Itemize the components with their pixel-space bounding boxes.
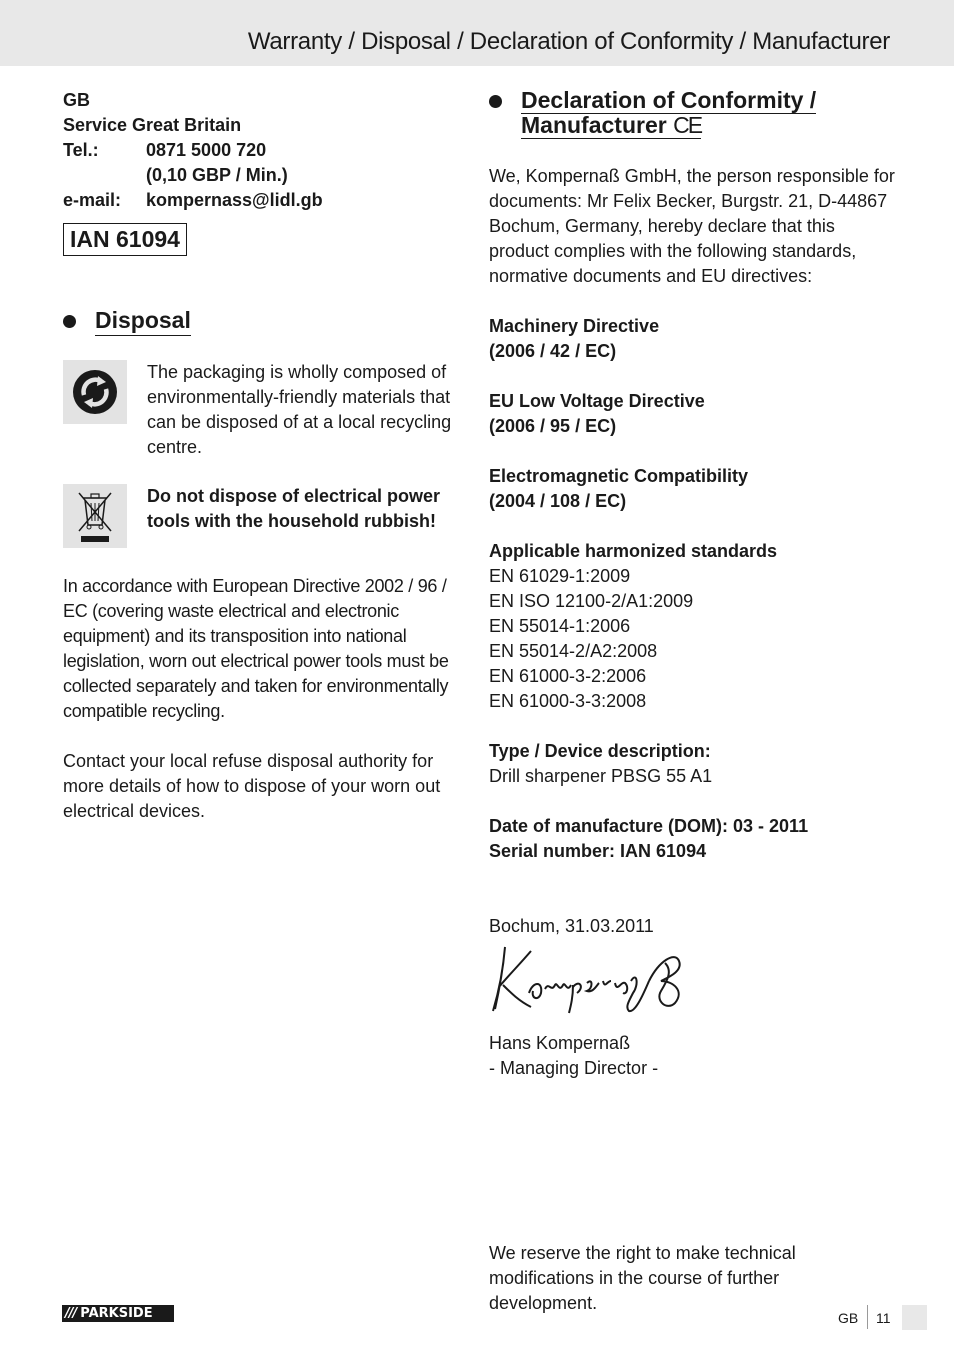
tel-rate-row <box>63 163 463 188</box>
standard-item: EN 55014-1:2006 <box>489 616 631 636</box>
footer-divider <box>867 1305 868 1329</box>
packaging-text: The packaging is wholly composed of environmentally-friendly materials that can be disposed of at a local recycling centre. <box>147 362 452 457</box>
declaration-title-line1: Declaration of Conformity / <box>521 87 817 113</box>
bullet-icon <box>63 315 76 328</box>
email-label: e-mail: <box>63 190 122 210</box>
directive-paragraph: In accordance with European Directive 2002 / 96 / EC (covering waste electrical and electronic equipment) and its transposition into national legislation, worn out electrical power tools must be collected separately and taken for environmentally compatible recycling. <box>63 576 449 721</box>
standard-item: EN 61000-3-3:2008 <box>489 691 647 711</box>
standards-block <box>489 539 899 714</box>
page-title: Warranty / Disposal / Declaration of Conformity / Manufacturer <box>247 28 890 55</box>
place-date: Bochum, 31.03.2011 <box>489 916 654 936</box>
declaration-heading <box>489 88 899 138</box>
ian-badge: IAN 61094 <box>63 223 187 256</box>
disposal-heading <box>63 308 463 336</box>
service-name: Service Great Britain <box>63 115 242 135</box>
directive-item <box>489 389 899 439</box>
serial-number: Serial number: IAN 61094 <box>489 841 707 861</box>
directive-code: (2004 / 108 / EC) <box>489 491 627 511</box>
recycling-icon <box>63 360 127 424</box>
signature <box>489 941 899 1019</box>
signer-role: - Managing Director - <box>489 1058 659 1078</box>
signer-name: Hans Kompernaß <box>489 1033 631 1053</box>
footer-tab-marker <box>902 1305 927 1330</box>
directive-name: Machinery Directive <box>489 316 660 336</box>
manufacture-block <box>489 814 899 864</box>
tel-rate: (0,10 GBP / Min.) <box>146 165 288 185</box>
standard-item: EN ISO 12100-2/A1:2009 <box>489 591 694 611</box>
tel-row <box>63 138 463 163</box>
directive-code: (2006 / 95 / EC) <box>489 416 617 436</box>
type-block <box>489 739 899 789</box>
directive-name: Electromagnetic Compatibility <box>489 466 749 486</box>
right-column <box>489 87 899 1313</box>
contact-paragraph: Contact your local refuse disposal authority for more details of how to dispose of your worn out electrical devices. <box>63 751 441 821</box>
directive-name: EU Low Voltage Directive <box>489 391 705 411</box>
bullet-icon <box>489 95 502 108</box>
date-of-manufacture: Date of manufacture (DOM): 03 - 2011 <box>489 816 809 836</box>
ce-mark: CE <box>673 112 702 138</box>
email-value: kompernass@lidl.gb <box>146 190 323 210</box>
declaration-title-line2: Manufacturer CE <box>521 112 702 138</box>
type-label: Type / Device description: <box>489 741 711 761</box>
declaration-intro: We, Kompernaß GmbH, the person responsible for documents: Mr Felix Becker, Burgstr. 21, D-44867 Bochum, Germany, hereby declare that this product complies with the following standards, normative documents and EU directives: <box>489 166 895 286</box>
packaging-row <box>63 360 463 460</box>
standard-item: EN 55014-2/A2:2008 <box>489 641 658 661</box>
service-contact <box>63 88 463 256</box>
service-country: GB <box>63 90 90 110</box>
directive-code: (2006 / 42 / EC) <box>489 341 617 361</box>
type-value: Drill sharpener PBSG 55 A1 <box>489 766 713 786</box>
weee-warning: Do not dispose of electrical power tools with the household rubbish! <box>147 486 441 531</box>
email-row <box>63 188 463 213</box>
standards-title: Applicable harmonized standards <box>489 541 778 561</box>
tel-value: 0871 5000 720 <box>146 140 267 160</box>
standard-item: EN 61029-1:2009 <box>489 566 631 586</box>
directive-list <box>489 314 899 514</box>
disposal-title: Disposal <box>95 308 191 336</box>
parkside-logo: /// PARKSIDE <box>62 1305 174 1322</box>
left-column <box>63 88 463 824</box>
tel-label: Tel.: <box>63 140 99 160</box>
standard-item: EN 61000-3-2:2006 <box>489 666 647 686</box>
footer-language: GB <box>838 1310 859 1326</box>
directive-item <box>489 464 899 514</box>
page-number: 11 <box>876 1310 891 1326</box>
page-header <box>0 0 954 66</box>
directive-item <box>489 314 899 364</box>
crossed-bin-icon <box>63 484 127 548</box>
reserve-note: We reserve the right to make technical modifications in the course of further development. <box>489 1243 796 1313</box>
weee-row <box>63 484 463 548</box>
